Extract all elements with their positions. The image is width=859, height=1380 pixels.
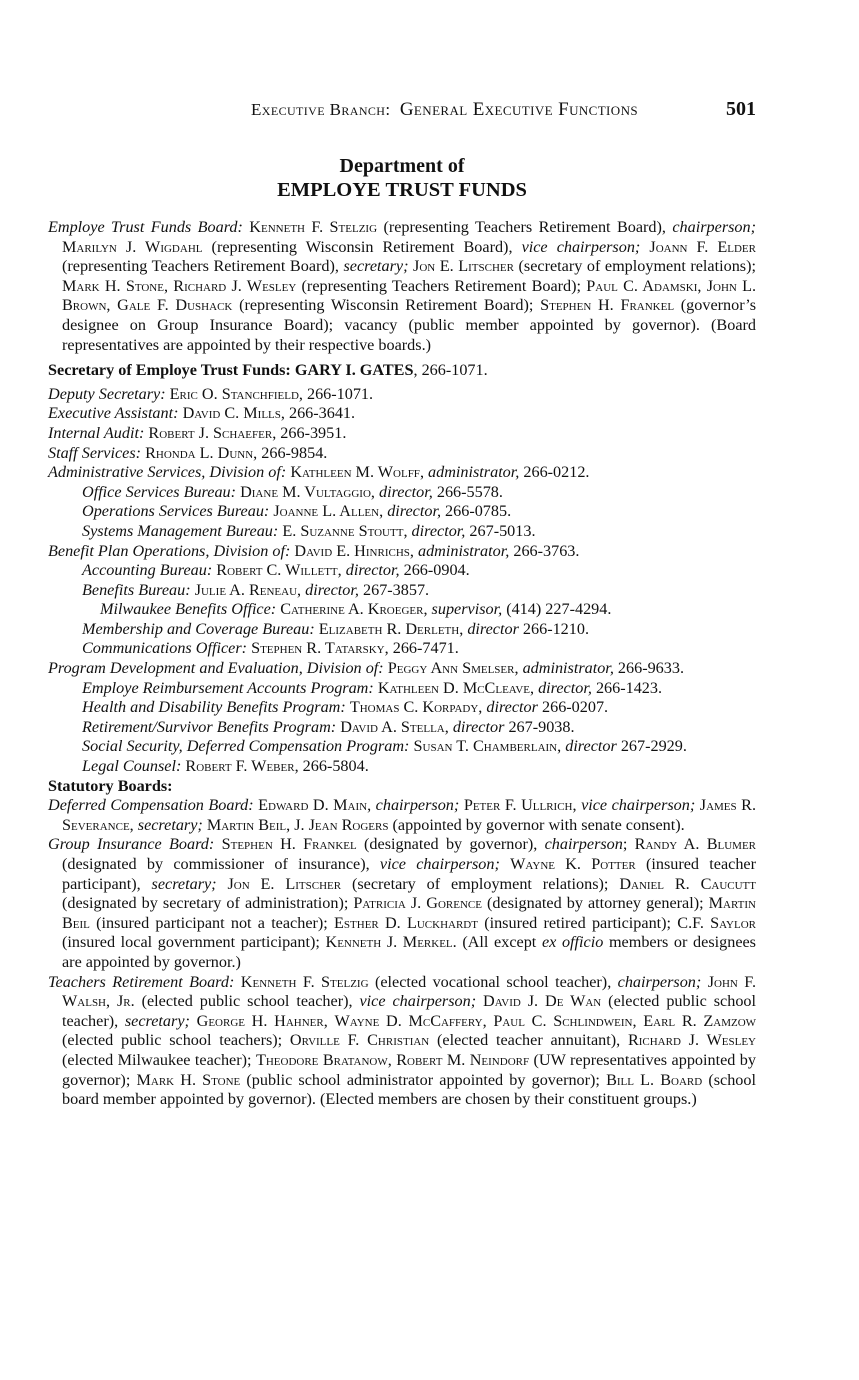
unit-label: Office Services Bureau: bbox=[82, 482, 237, 501]
role-text: director, bbox=[305, 580, 359, 599]
body-text: (insured local government participant); bbox=[62, 933, 326, 952]
unit-label: Staff Services: bbox=[48, 443, 142, 462]
person-name: Jon E. Litscher bbox=[413, 257, 514, 276]
board-label: Teachers Retirement Board: bbox=[48, 972, 235, 991]
person-name: Mark H. Stone bbox=[136, 1070, 241, 1089]
role-text: administrator, bbox=[428, 463, 520, 482]
unit-label: Operations Services Bureau: bbox=[82, 502, 270, 521]
role-text: secretary; bbox=[343, 257, 409, 276]
person-name: Julie A. Reneau bbox=[194, 580, 298, 599]
staff-entry: Social Security, Deferred Compensation Program: Susan T. Chamberlain, director 267-2929. bbox=[82, 737, 687, 756]
body-text: (UW representatives appointed by governor); bbox=[62, 1050, 756, 1089]
person-name: Bill L. Board bbox=[606, 1070, 703, 1089]
person-name: Eric O. Stanchfield bbox=[169, 384, 299, 403]
body-text: (representing Wisconsin Retirement Board), bbox=[202, 237, 522, 256]
staff-entry: Administrative Services, Division of: Kathleen M. Wolff, administrator, 266-0212. bbox=[48, 463, 590, 482]
unit-label: Communications Officer: bbox=[82, 639, 248, 658]
role-text: chairperson bbox=[544, 835, 623, 854]
unit-label: Health and Disability Benefits Program: bbox=[82, 698, 346, 717]
body-text: (insured retired participant); bbox=[477, 913, 678, 932]
body-text: (elected public school teacher), bbox=[62, 992, 757, 1030]
person-name: Paul C. Schlindwein bbox=[493, 1011, 633, 1030]
body-text bbox=[190, 1012, 197, 1030]
board-label: Deferred Compensation Board: bbox=[48, 796, 254, 815]
body-text: (secretary of employment relations); bbox=[341, 874, 620, 893]
person-name: Kathleen M. Wolff bbox=[290, 463, 420, 482]
body-text: , bbox=[697, 276, 707, 295]
person-name: Robert M. Neindorf bbox=[396, 1050, 530, 1069]
staff-directory bbox=[48, 385, 756, 777]
body-text: (designated by governor), bbox=[356, 835, 545, 854]
person-name: Esther D. Luckhardt bbox=[334, 913, 478, 932]
department-title bbox=[48, 154, 756, 202]
staff-entry: Benefit Plan Operations, Division of: David E. Hinrichs, administrator, 266-3763. bbox=[48, 541, 580, 560]
body-text: , bbox=[572, 796, 582, 815]
person-name: Peggy Ann Smelser bbox=[387, 659, 515, 678]
contact-phone: 266-0212. bbox=[519, 463, 590, 482]
unit-label: Social Security, Deferred Compensation Program: bbox=[82, 737, 410, 756]
body-text: , bbox=[632, 1011, 644, 1030]
contact-phone: 266-9633. bbox=[613, 659, 685, 678]
body-text: (representing Teachers Retirement Board), bbox=[377, 218, 673, 236]
unit-label: Accounting Bureau: bbox=[82, 561, 213, 580]
board-label: Group Insurance Board: bbox=[48, 835, 215, 854]
statutory-board-entry bbox=[48, 973, 756, 1110]
unit-label: Benefit Plan Operations, Division of: bbox=[48, 541, 291, 560]
staff-entry bbox=[48, 404, 756, 424]
contact-phone: 267-9038. bbox=[504, 717, 575, 736]
staff-entry: Operations Services Bureau: Joanne L. Allen, director, 266-0785. bbox=[82, 502, 512, 521]
person-name: Kenneth J. Merkel bbox=[325, 933, 453, 952]
unit-label: Benefits Bureau: bbox=[82, 580, 191, 599]
secretary-label: Secretary of Employe Trust Funds: bbox=[48, 361, 291, 380]
contact-phone: , 266-9854. bbox=[253, 443, 328, 462]
unit-label: Retirement/Survivor Benefits Program: bbox=[82, 717, 337, 736]
person-name: Theodore Bratanow bbox=[255, 1050, 388, 1069]
contact-phone: , 266-1071. bbox=[298, 384, 374, 403]
contact-phone: 266-5578. bbox=[432, 482, 503, 501]
unit-label: Executive Assistant: bbox=[48, 404, 179, 423]
contact-phone: , 266-7471. bbox=[384, 639, 459, 658]
staff-entry: Employe Reimbursement Accounts Program: Kathleen D. McCleave, director, 266-1423. bbox=[82, 678, 663, 697]
role-text: vice chairperson; bbox=[359, 992, 477, 1011]
person-name: E. Suzanne Stoutt bbox=[282, 521, 404, 540]
statutory-boards bbox=[48, 796, 756, 1110]
statutory-heading: Statutory Boards: bbox=[48, 776, 173, 795]
body-text: (secretary of employment relations); bbox=[513, 257, 756, 276]
staff-entry: Membership and Coverage Bureau: Elizabeth R. Derleth, director 266-1210. bbox=[82, 619, 590, 638]
person-name: Richard J. Wesley bbox=[627, 1031, 756, 1050]
person-name: Gale F. Dushack bbox=[117, 296, 233, 315]
person-name: Martin Beil bbox=[62, 894, 756, 932]
role-text: secretary; bbox=[137, 815, 203, 834]
secretary-phone: , 266-1071. bbox=[413, 361, 488, 380]
contact-phone: , 266-3641. bbox=[280, 404, 356, 423]
unit-label: Systems Management Bureau: bbox=[82, 521, 279, 540]
person-name: Catherine A. Kroeger bbox=[280, 600, 424, 619]
body-text: (public school administrator appointed by governor); bbox=[240, 1070, 607, 1089]
person-name: Orville F. Christian bbox=[289, 1031, 430, 1050]
body-text: , bbox=[163, 276, 174, 295]
person-name: Elizabeth R. Derleth bbox=[318, 619, 460, 638]
body-text bbox=[476, 992, 483, 1010]
role-text: administrator, bbox=[417, 541, 510, 560]
staff-entry bbox=[82, 757, 756, 777]
section-title bbox=[251, 100, 638, 120]
role-text: secretary; bbox=[151, 874, 217, 893]
person-name: Jon E. Litscher bbox=[227, 874, 342, 893]
person-name: David E. Hinrichs bbox=[294, 541, 410, 560]
section-function: General Executive Functions bbox=[399, 99, 638, 120]
contact-phone: , 266-3951. bbox=[272, 423, 347, 442]
body-text: , bbox=[106, 296, 118, 315]
unit-label: Administrative Services, Division of: bbox=[48, 463, 287, 482]
staff-entry: Office Services Bureau: Diane M. Vultaggio, director, 266-5578. bbox=[82, 482, 503, 501]
body-text: . (All except bbox=[452, 933, 542, 952]
staff-entry: Milwaukee Benefits Office: Catherine A. Kroeger, supervisor, (414) 227-4294. bbox=[100, 600, 612, 619]
body-text: , bbox=[286, 815, 295, 834]
staff-entry bbox=[48, 424, 756, 444]
person-name: Robert F. Weber bbox=[185, 757, 295, 776]
unit-label: Deputy Secretary: bbox=[48, 384, 166, 403]
contact-phone: 266-1210. bbox=[518, 619, 590, 638]
page-number: 501 bbox=[726, 98, 756, 120]
secretary-line bbox=[48, 361, 756, 381]
role-text: secretary; bbox=[124, 1011, 190, 1030]
contact-phone: 266-0207. bbox=[537, 698, 609, 717]
role-text: director, bbox=[387, 502, 441, 521]
person-name: James R. Severance bbox=[62, 796, 756, 834]
person-name: John L. Brown bbox=[62, 276, 757, 315]
contact-phone: 267-5013. bbox=[465, 521, 536, 540]
person-name: Daniel R. Caucutt bbox=[619, 874, 756, 893]
person-name: Joann F. Elder bbox=[649, 237, 756, 256]
body-text: (insured participant not a teacher); bbox=[89, 913, 335, 932]
staff-entry: Systems Management Bureau: E. Suzanne Stoutt, director, 267-5013. bbox=[82, 521, 536, 540]
person-name: David A. Stella bbox=[340, 717, 445, 736]
person-name: Stephen H. Frankel bbox=[540, 296, 675, 315]
person-name: Richard J. Wesley bbox=[173, 276, 297, 295]
person-name: Edward D. Main bbox=[258, 796, 368, 815]
person-name: J. Jean Rogers bbox=[294, 815, 389, 834]
body-text: (designated by secretary of administration); bbox=[62, 894, 354, 913]
unit-label: Membership and Coverage Bureau: bbox=[82, 619, 315, 638]
unit-label: Legal Counsel: bbox=[82, 757, 182, 776]
staff-entry: Program Development and Evaluation, Division of: Peggy Ann Smelser, administrator, 266-9633. bbox=[48, 659, 685, 678]
body-text: (designated by commissioner of insurance), bbox=[62, 855, 380, 873]
person-name: Mark H. Stone bbox=[62, 276, 164, 295]
role-text: chairperson; bbox=[617, 972, 702, 991]
contact-phone: 266-0904. bbox=[399, 561, 470, 580]
body-text: (elected vocational school teacher), bbox=[368, 972, 618, 991]
role-text: director, bbox=[379, 482, 433, 501]
trust-funds-board-paragraph bbox=[48, 218, 756, 355]
role-text: administrator, bbox=[522, 659, 614, 678]
person-name: Martin Beil bbox=[206, 815, 287, 834]
person-name: Robert C. Willett bbox=[216, 561, 338, 580]
person-name: Thomas C. Korpady bbox=[349, 698, 479, 717]
person-name: Joanne L. Allen bbox=[273, 502, 380, 521]
person-name: George H. Hahner bbox=[196, 1011, 324, 1030]
person-name: Stephen R. Tatarsky bbox=[251, 639, 385, 658]
role-text: vice chairperson; bbox=[521, 237, 641, 256]
body-text: (elected public school teacher), bbox=[134, 992, 360, 1011]
role-text: director bbox=[565, 737, 617, 756]
title-line-2: EMPLOYE TRUST FUNDS bbox=[277, 179, 527, 201]
contact-phone: 266-0785. bbox=[441, 502, 512, 521]
role-text: chairperson; bbox=[375, 796, 460, 815]
body-text: (elected public school teachers); bbox=[62, 1031, 290, 1050]
person-name: Peter F. Ullrich bbox=[463, 796, 573, 815]
body-text: (insured teacher participant), bbox=[62, 855, 757, 893]
contact-phone: 267-2929. bbox=[616, 737, 687, 756]
unit-label: Program Development and Evaluation, Division of: bbox=[48, 659, 384, 678]
contact-phone: (414) 227-4294. bbox=[502, 600, 612, 619]
person-name: David C. Mills bbox=[182, 404, 281, 423]
role-text: director, bbox=[411, 521, 466, 540]
board-label: Employe Trust Funds Board: bbox=[48, 218, 243, 236]
document-page bbox=[48, 100, 756, 1110]
body-text: , bbox=[129, 815, 138, 834]
body-text: members or designees are appointed by governor.) bbox=[62, 933, 756, 971]
staff-entry: Accounting Bureau: Robert C. Willett, director, 266-0904. bbox=[82, 561, 470, 580]
body-text: (designated by attorney general); bbox=[481, 894, 709, 913]
unit-label: Milwaukee Benefits Office: bbox=[100, 600, 277, 619]
person-name: Kenneth F. Stelzig bbox=[240, 972, 369, 991]
role-text: vice chairperson; bbox=[581, 796, 696, 815]
body-text: (representing Wisconsin Retirement Board); bbox=[232, 296, 541, 315]
contact-phone: , 266-5804. bbox=[294, 757, 369, 776]
person-name: David J. De Wan bbox=[483, 992, 602, 1011]
body-text bbox=[500, 855, 510, 873]
running-header bbox=[48, 100, 756, 128]
body-text: , bbox=[387, 1050, 397, 1069]
body-text: (governor’s designee on Group Insurance Board); vacancy (public member appointed by governor). (Board representatives are appointed by their respective boards.) bbox=[62, 296, 757, 354]
role-text: director, bbox=[345, 561, 400, 580]
person-name: Wayne K. Potter bbox=[510, 855, 636, 873]
contact-phone: 267-3857. bbox=[358, 580, 430, 599]
staff-entry: Health and Disability Benefits Program: Thomas C. Korpady, director 266-0207. bbox=[82, 698, 609, 717]
person-name: Marilyn J. Wigdahl bbox=[62, 237, 203, 256]
body-text: (representing Teachers Retirement Board); bbox=[296, 276, 587, 295]
secretary-name: GARY I. GATES bbox=[294, 361, 414, 380]
person-name: Diane M. Vultaggio bbox=[240, 482, 371, 501]
role-text: director bbox=[486, 698, 538, 717]
contact-phone: 266-3763. bbox=[509, 541, 580, 560]
title-line-1: Department of bbox=[339, 155, 465, 177]
body-text: (elected teacher annuitant), bbox=[429, 1031, 628, 1050]
staff-entry bbox=[82, 639, 756, 659]
person-name: Wayne D. McCaffery bbox=[334, 1011, 483, 1030]
person-name: Susan T. Chamberlain bbox=[413, 737, 558, 756]
person-name: C.F. Saylor bbox=[677, 913, 756, 932]
body-text: ; bbox=[622, 835, 635, 854]
unit-label: Employe Reimbursement Accounts Program: bbox=[82, 678, 374, 697]
staff-entry bbox=[48, 385, 756, 405]
body-text: (elected Milwaukee teacher); bbox=[62, 1050, 256, 1069]
unit-label: Internal Audit: bbox=[48, 423, 145, 442]
contact-phone: 266-1423. bbox=[591, 678, 663, 697]
statutory-board-entry bbox=[48, 796, 756, 835]
role-text: director bbox=[452, 717, 505, 736]
staff-entry bbox=[48, 444, 756, 464]
person-name: Randy A. Blumer bbox=[634, 835, 756, 854]
body-text: , bbox=[482, 1011, 494, 1030]
body-text: (appointed by governor with senate consent). bbox=[388, 815, 685, 834]
role-text: director bbox=[467, 619, 519, 638]
body-text: (representing Teachers Retirement Board), bbox=[62, 257, 344, 276]
person-name: Kathleen D. McCleave bbox=[377, 678, 530, 697]
role-text: director, bbox=[538, 678, 592, 697]
person-name: Earl R. Zamzow bbox=[643, 1011, 757, 1030]
staff-entry: Benefits Bureau: Julie A. Reneau, director, 267-3857. bbox=[82, 580, 430, 599]
person-name: Rhonda L. Dunn bbox=[145, 443, 254, 462]
person-name: Kenneth F. Stelzig bbox=[249, 218, 378, 236]
role-text: supervisor, bbox=[431, 600, 503, 619]
person-name: Patricia J. Gorence bbox=[353, 894, 482, 913]
section-branch: Executive Branch: bbox=[251, 100, 391, 119]
body-text: , bbox=[323, 1011, 335, 1030]
staff-entry: Retirement/Survivor Benefits Program: David A. Stella, director 267-9038. bbox=[82, 717, 575, 736]
body-text bbox=[217, 875, 228, 893]
person-name: Stephen H. Frankel bbox=[221, 835, 357, 854]
person-name: Robert J. Schaefer bbox=[148, 423, 273, 442]
body-text: , bbox=[367, 796, 376, 815]
statutory-board-entry bbox=[48, 835, 756, 972]
role-text: vice chairperson; bbox=[379, 855, 500, 873]
role-text: ex officio bbox=[541, 933, 604, 952]
person-name: John F. Walsh, Jr. bbox=[62, 972, 756, 1011]
role-text: chairperson; bbox=[672, 218, 756, 236]
body-text: (school board member appointed by governor). (Elected members are chosen by their constituent groups.) bbox=[62, 1070, 756, 1109]
person-name: Paul C. Adamski bbox=[586, 276, 698, 295]
